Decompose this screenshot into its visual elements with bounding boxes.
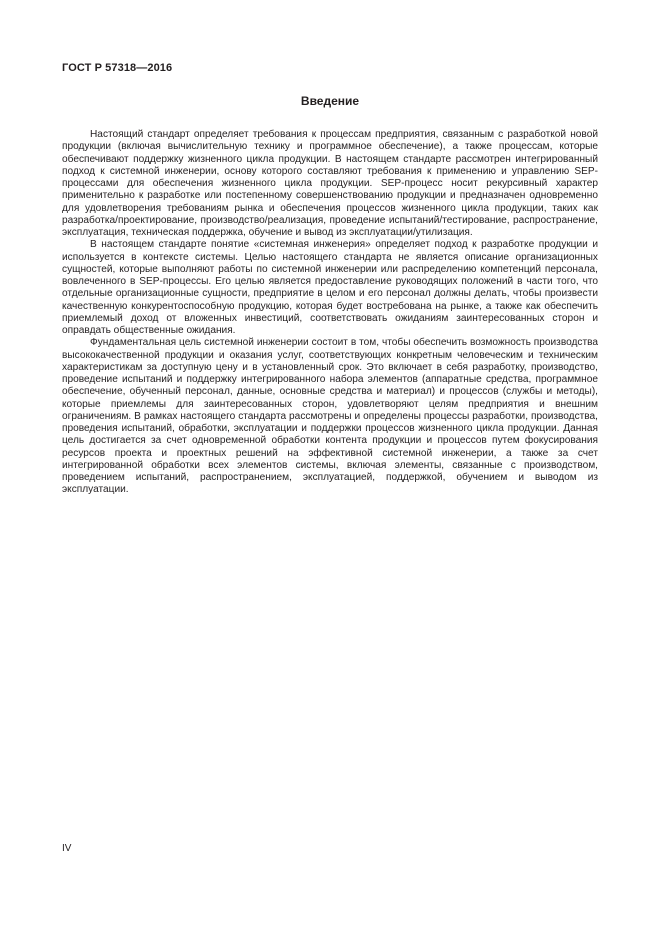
paragraph: Фундаментальная цель системной инженерии состоит в том, чтобы обеспечить возможность производства высококачественной продукции и оказания услуг, соответствующих конкретным человеческим и техническим характеристикам за доступную цену и в установленный срок. Это включает в себя разработку, производство, проведение испытаний и поддержку интегрированного набора элементов (аппаратные средства, программное обеспечение, обученный персонал, данные, основные средства и материал) и процессов (службы и методы), которые приемлемы для заинтересованных сторон, удовлетворяют целям предприятия и внешним ограничениям. В рамках настоящего стандарта рассмотрены и определены процессы разработки, производства, проведения испытаний, обработки, эксплуатации и поддержки процессов жизненного цикла продукции. Данная цель достигается за счет одновременной обработки контента продукции и процессов путем фокусирования ресурсов проекта и проектных решений на эффективной системной инженерии, а также за счет интегрированной обработки всех элементов системы, включая элементы, связанные с производством, проведением испытаний, распространением, эксплуатацией, поддержкой, обучением и выводом из эксплуатации. <box>62 337 598 496</box>
paragraph: Настоящий стандарт определяет требования к процессам предприятия, связанным с разработкой новой продукции (включая вычислительную технику и программное обеспечение), а также процессам, которые обеспечивают поддержку жизненного цикла продукции. В настоящем стандарте рассмотрен интегрированный подход к системной инженерии, основу которого составляют требования к применению и управлению SEP-процессами для обеспечения жизненного цикла продукции. SEP-процесс носит рекурсивный характер применительно к разработке или постепенному совершенствованию продукции и предназначен одновременно для удовлетворения требованиям рынка и обеспечения процессов жизненного цикла продукции, таких как разработка/проектирование, производство/реализация, проведение испытаний/тестирование, распространение, эксплуатация, техническая поддержка, обучение и вывод из эксплуатации/утилизация. <box>62 129 598 238</box>
section-title: Введение <box>300 94 360 108</box>
body-text <box>62 129 598 497</box>
document-code: ГОСТ Р 57318—2016 <box>62 62 173 74</box>
page-number: IV <box>62 843 72 854</box>
paragraph: В настоящем стандарте понятие «системная инженерия» определяет подход к разработке продукции и используется в контексте системы. Целью настоящего стандарта не является описание организационных сущностей, которые выполняют работы по системной инженерии или распределению компетенций персонала, вовлеченного в SEP-процессы. Его целью является предоставление руководящих положений в части того, что отдельные организационные сущности, предприятие в целом и его персонал должны делать, чтобы произвести качественную конкурентоспособную продукцию, которая будет востребована на рынке, а также как обеспечить приемлемый доход от вложенных инвестиций, соответствовать ожиданиям заинтересованных сторон и оправдать общественные ожидания. <box>62 239 598 336</box>
